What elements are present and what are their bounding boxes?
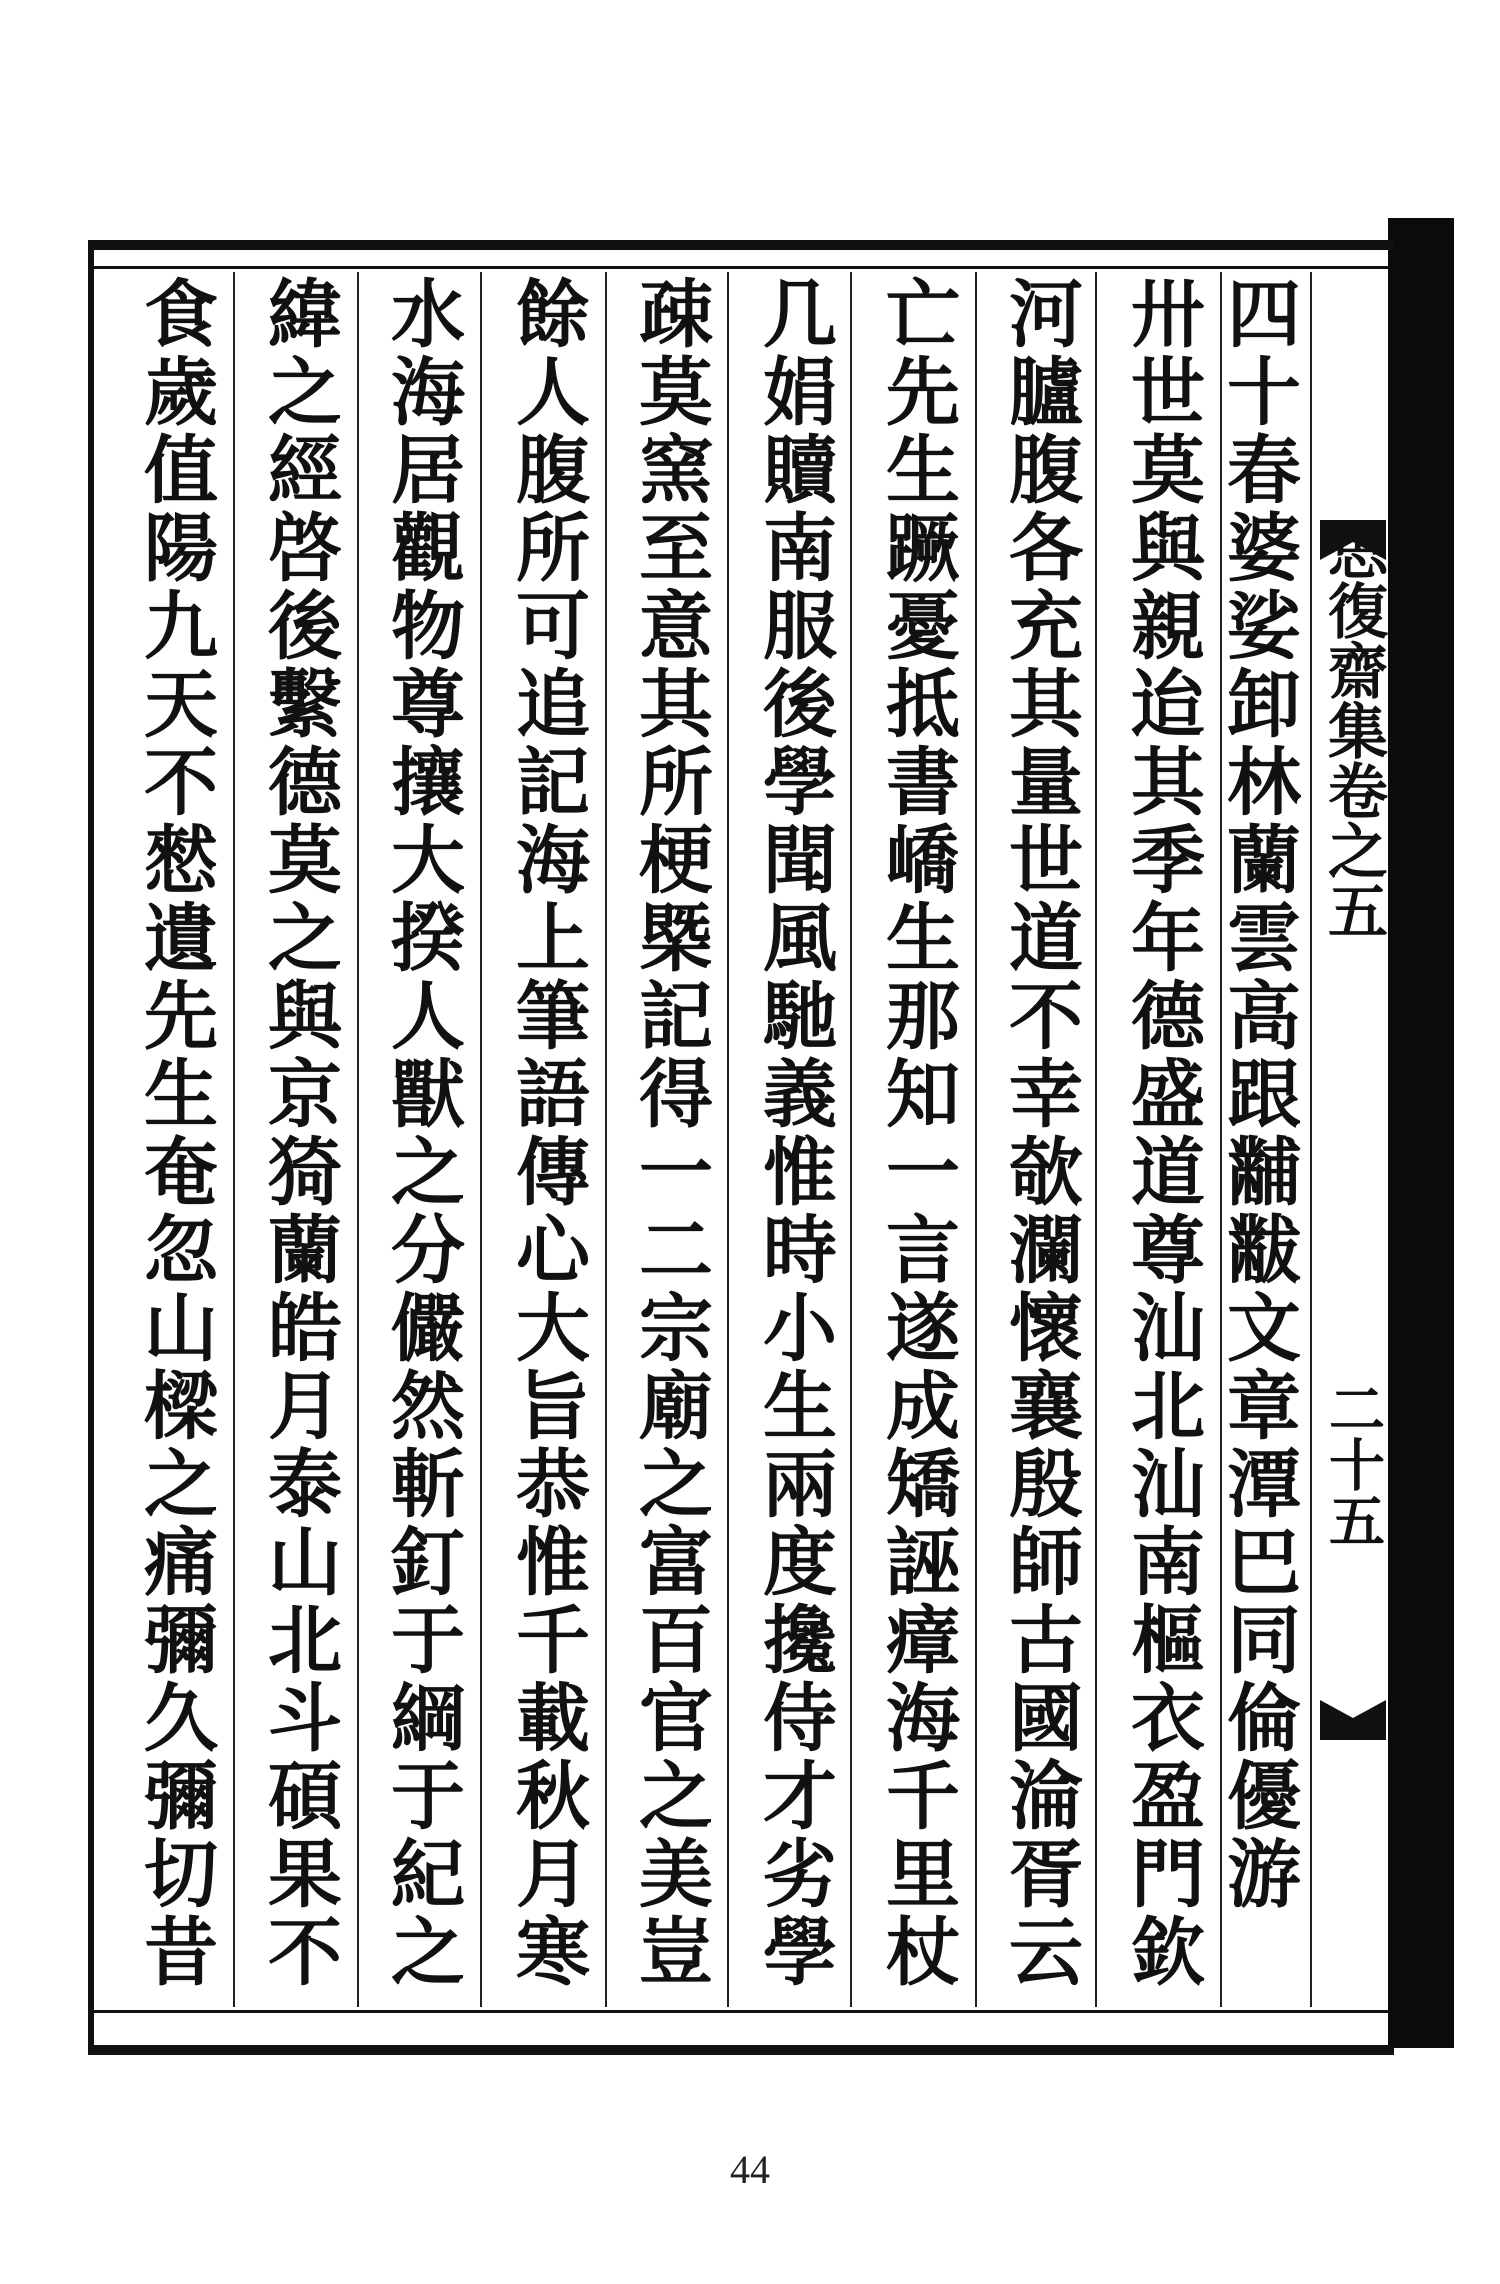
frame-inner-bottom-line xyxy=(88,2010,1388,2013)
text-column-3: 河臚腹各充其量世道不幸欹瀾懷襄殷師古國淪胥云 xyxy=(997,275,1083,1991)
column-rule xyxy=(1095,272,1097,2007)
text-column-4: 亡先生蹶憂抵書嶠生那知一言遂成矯誣瘴海千里杖 xyxy=(874,275,960,1991)
column-rule xyxy=(975,272,977,2007)
text-column-5: 几娟贖南服後學聞風馳義惟時小生兩度攙侍才劣學 xyxy=(751,275,837,1991)
frame-inner-top-line xyxy=(88,266,1388,269)
text-column-6: 疎莫窯至意其所梗槩記得一二宗廟之富百官之美豈 xyxy=(627,275,713,1991)
text-column-2: 卅世莫與親迨其季年德盛道尊汕北汕南樞衣盈門欽 xyxy=(1119,275,1205,1991)
column-rule xyxy=(727,272,729,2007)
text-column-1: 四十春婆娑卸林蘭雲高跟黼黻文章潭巴同倫優游 xyxy=(1215,275,1301,1913)
binding-spine xyxy=(1388,218,1454,2048)
text-column-8: 水海居觀物尊攘大揆人獸之分儼然斬釘于綱于紀之 xyxy=(379,275,465,1991)
column-rule xyxy=(480,272,482,2007)
column-rule xyxy=(357,272,359,2007)
page-number: 44 xyxy=(730,2147,770,2192)
folio-number: 二十五 xyxy=(1320,1380,1386,1548)
text-column-10: 食歲值陽九天不憖遺先生奄忽山樑之痛彌久彌切昔 xyxy=(132,275,218,1991)
column-rule xyxy=(233,272,235,2007)
text-column-7: 餘人腹所可追記海上筆語傳心大旨恭惟千載秋月寒 xyxy=(504,275,590,1991)
column-rule xyxy=(1310,272,1312,2007)
column-rule xyxy=(605,272,607,2007)
column-rule xyxy=(850,272,852,2007)
book-title: 思復齋集卷之五 xyxy=(1318,520,1388,940)
text-column-9: 緯之經啓後繫德莫之與京猗蘭皓月泰山北斗碩果不 xyxy=(256,275,342,1991)
